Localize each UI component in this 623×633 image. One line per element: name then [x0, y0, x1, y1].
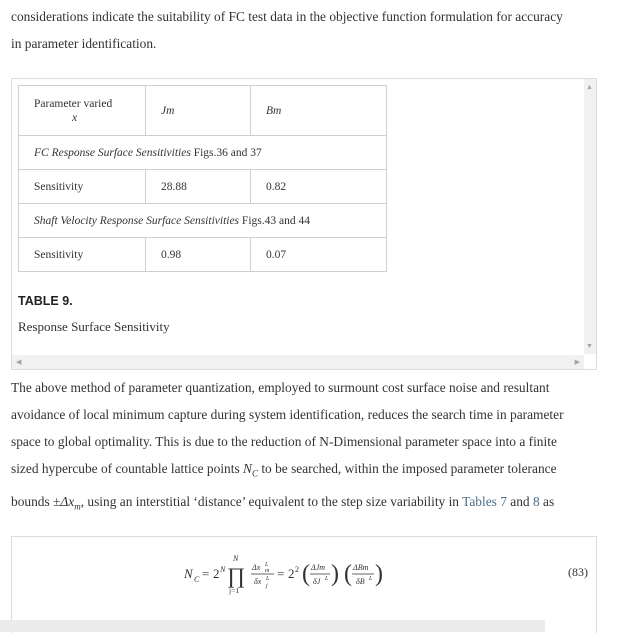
line5-middle: , using an interstitial ‘distance’ equivalent to the step size variability in — [80, 493, 463, 509]
paragraph-bottom-line4 — [11, 461, 557, 479]
line5-end: as — [539, 493, 555, 509]
paragraph-bottom-line5 — [11, 493, 555, 512]
section-shaft-italic: Shaft Velocity Response Surface Sensitivities — [34, 214, 240, 227]
eq-equals: = — [202, 566, 210, 581]
paragraph-top-line1: considerations indicate the suitability of FC test data in the objective function formulation for accuracy — [11, 9, 563, 24]
eq-exp-n: N — [220, 565, 226, 574]
tolerance-symbol: ±Δx — [53, 493, 75, 509]
horizontal-scrollbar[interactable] — [12, 355, 584, 369]
row1-bm-value: 0.82 — [251, 170, 387, 204]
section-fc-italic: FC Response Surface Sensitivities — [34, 146, 191, 159]
equation-number: (83) — [568, 565, 588, 579]
table-row — [19, 238, 387, 272]
table-caption-label: TABLE 9. — [18, 294, 73, 308]
row2-jm-value: 0.98 — [146, 238, 251, 272]
eq-frac-num-sup: L — [265, 562, 269, 568]
eq-paren-open-2: ( — [344, 561, 352, 587]
table-caption-text: Response Surface Sensitivity — [18, 319, 170, 334]
eq-f2-den-sup: L — [369, 576, 373, 582]
row2-bm-value: 0.07 — [251, 238, 387, 272]
eq-prod-top: N — [233, 554, 239, 563]
equation-box — [11, 536, 597, 633]
section-shaft-cell — [19, 204, 387, 238]
eq-f1-den: δJ — [313, 577, 321, 586]
eq-equals-2: = — [277, 566, 285, 581]
eq-paren-open-1: ( — [302, 561, 310, 587]
vertical-scrollbar[interactable] — [584, 79, 596, 354]
header-bm: Bm — [251, 86, 387, 136]
eq-exp-2: 2 — [295, 565, 299, 574]
sensitivity-table — [18, 85, 387, 272]
line4-end: to be searched, within the imposed parameter tolerance — [257, 461, 557, 476]
row2-label: Sensitivity — [19, 238, 146, 272]
paragraph-bottom-line1: The above method of parameter quantization, employed to surmount cost surface noise and resultant — [11, 380, 550, 395]
scroll-right-icon[interactable]: ▶ — [574, 358, 580, 366]
header-parameter-label: Parameter varied — [34, 97, 113, 110]
scroll-down-icon[interactable]: ▼ — [586, 342, 593, 350]
eq-base: 2 — [213, 566, 220, 581]
paragraph-bottom-line2: avoidance of local minimum capture during system identification, reduces the search time in parameter — [11, 407, 564, 422]
line5-start: bounds — [11, 493, 54, 509]
eq-base-2: 2 — [288, 566, 295, 581]
eq-lhs: N — [184, 566, 193, 581]
tolerance-subscript: m — [74, 501, 81, 512]
row1-jm-value: 28.88 — [146, 170, 251, 204]
line5-and: and — [506, 493, 533, 509]
eq-paren-close-2: ) — [375, 561, 383, 587]
scroll-left-icon[interactable]: ◀ — [16, 358, 22, 366]
eq-prod-bottom: j=1 — [229, 586, 240, 595]
row1-label: Sensitivity — [19, 170, 146, 204]
eq-frac-den-sup: L — [266, 576, 270, 582]
eq-product-symbol: ∏ — [227, 563, 246, 588]
table-scroll-container[interactable] — [11, 78, 597, 370]
table-row — [19, 170, 387, 204]
eq-f2-num: ΔBm — [353, 563, 369, 572]
link-table-8[interactable]: 8 — [532, 493, 540, 509]
table-header-row — [19, 86, 387, 136]
link-tables-7[interactable]: Tables 7 — [462, 493, 507, 509]
nc-subscript: C — [251, 468, 258, 479]
eq-frac-den-sub: j — [266, 583, 268, 589]
table-section-row-shaft — [19, 204, 387, 238]
section-fc-figs: Figs.36 and 37 — [190, 146, 262, 159]
equation-83 — [12, 537, 596, 633]
eq-frac-num-sub: m — [265, 568, 270, 574]
eq-paren-close-1: ) — [331, 561, 339, 587]
header-jm: Jm — [146, 86, 251, 136]
nc-symbol: N — [243, 461, 252, 476]
eq-lhs-sub: C — [194, 575, 200, 584]
section-shaft-figs: Figs.43 and 44 — [239, 214, 310, 227]
eq-frac-den: δx — [254, 577, 262, 586]
section-fc-cell — [19, 136, 387, 170]
scroll-up-icon[interactable]: ▲ — [586, 83, 593, 91]
paragraph-bottom — [11, 374, 611, 520]
bottom-scroll-track[interactable] — [0, 620, 545, 632]
paragraph-top — [11, 3, 611, 57]
paragraph-bottom-line3: space to global optimality. This is due to the reduction of N-Dimensional parameter space into a finite — [11, 434, 557, 449]
header-parameter-symbol: x — [71, 111, 78, 124]
eq-f2-den: δB — [356, 577, 365, 586]
eq-frac-num: Δx — [252, 563, 261, 572]
paragraph-top-line2: in parameter identification. — [11, 36, 157, 51]
eq-f1-den-sup: L — [325, 576, 329, 582]
line4-start: sized hypercube of countable lattice points — [11, 461, 244, 476]
header-parameter-varied — [19, 86, 146, 136]
eq-f1-num: ΔJm — [311, 563, 326, 572]
table-section-row-fc — [19, 136, 387, 170]
